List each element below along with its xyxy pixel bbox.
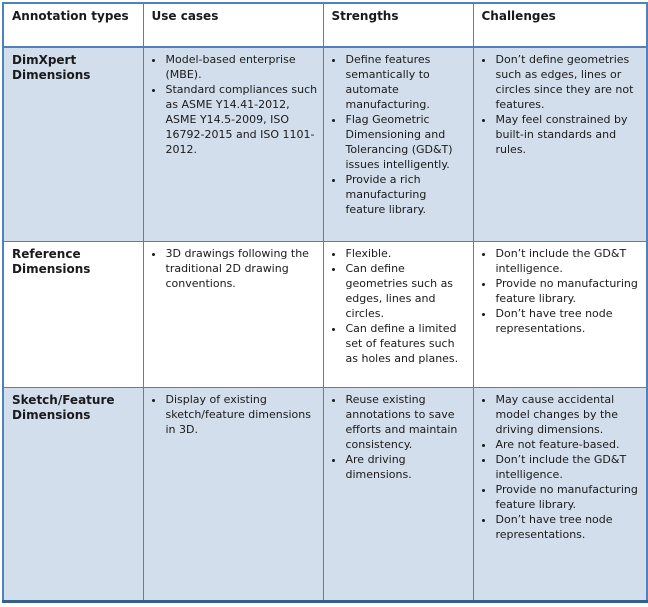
cell-reference-strengths <box>323 241 473 387</box>
bullet-list <box>480 52 642 157</box>
bullet-list <box>480 246 642 336</box>
bullet-item: • Can define a limited set of features such as holes and planes. <box>345 321 468 366</box>
bullet-item: • Define features semantically to automate manufacturing. <box>345 52 468 112</box>
row-title-dimxpert: DimXpert Dimensions <box>3 47 143 241</box>
table-header-row <box>3 3 647 47</box>
cell-sketch-use-cases <box>143 387 323 601</box>
col-header-use-cases: Use cases <box>143 3 323 47</box>
col-header-annotation-types: Annotation types <box>3 3 143 47</box>
bullet-item: • May cause accidental model changes by the driving dimensions. <box>495 392 642 437</box>
bullet-item: • Model-based enterprise (MBE). <box>165 52 318 82</box>
bullet-item: • Flexible. <box>345 246 468 261</box>
bullet-item: • Provide no manufacturing feature library. <box>495 276 642 306</box>
bullet-item: • May feel constrained by built-in standards and rules. <box>495 112 642 157</box>
bullet-list <box>330 246 468 366</box>
table-row-sketch-feature <box>3 387 647 601</box>
cell-dimxpert-challenges <box>473 47 647 241</box>
bullet-item: • Don’t include the GD&T intelligence. <box>495 452 642 482</box>
cell-sketch-challenges <box>473 387 647 601</box>
bullet-item: • Are driving dimensions. <box>345 452 468 482</box>
table-row-dimxpert <box>3 47 647 241</box>
bullet-item: • Provide a rich manufacturing feature library. <box>345 172 468 217</box>
bullet-list <box>330 392 468 482</box>
bullet-item: • Don’t have tree node representations. <box>495 512 642 542</box>
bullet-item: • Are not feature-based. <box>495 437 642 452</box>
bullet-list <box>330 52 468 217</box>
row-title-reference: Reference Dimensions <box>3 241 143 387</box>
bullet-item: • Flag Geometric Dimensioning and Tolerancing (GD&T) issues intelligently. <box>345 112 468 172</box>
table-row-reference <box>3 241 647 387</box>
bullet-item: • Don’t have tree node representations. <box>495 306 642 336</box>
col-header-strengths: Strengths <box>323 3 473 47</box>
bullet-list <box>480 392 642 542</box>
bullet-list <box>150 52 318 157</box>
bullet-item: • 3D drawings following the traditional 2D drawing conventions. <box>165 246 318 291</box>
bullet-item: • Don’t include the GD&T intelligence. <box>495 246 642 276</box>
bullet-item: • Display of existing sketch/feature dimensions in 3D. <box>165 392 318 437</box>
bullet-item: • Standard compliances such as ASME Y14.41-2012, ASME Y14.5-2009, ISO 16792-2015 and ISO 1101-2012. <box>165 82 318 157</box>
bullet-item: • Provide no manufacturing feature library. <box>495 482 642 512</box>
annotation-comparison-table <box>2 2 648 603</box>
cell-sketch-strengths <box>323 387 473 601</box>
cell-reference-challenges <box>473 241 647 387</box>
bullet-item: • Don’t define geometries such as edges, lines or circles since they are not features. <box>495 52 642 112</box>
bullet-item: • Can define geometries such as edges, lines and circles. <box>345 261 468 321</box>
col-header-challenges: Challenges <box>473 3 647 47</box>
cell-dimxpert-use-cases <box>143 47 323 241</box>
row-title-sketch-feature: Sketch/Feature Dimensions <box>3 387 143 601</box>
bullet-list <box>150 246 318 291</box>
cell-reference-use-cases <box>143 241 323 387</box>
bullet-list <box>150 392 318 437</box>
cell-dimxpert-strengths <box>323 47 473 241</box>
bullet-item: • Reuse existing annotations to save efforts and maintain consistency. <box>345 392 468 452</box>
